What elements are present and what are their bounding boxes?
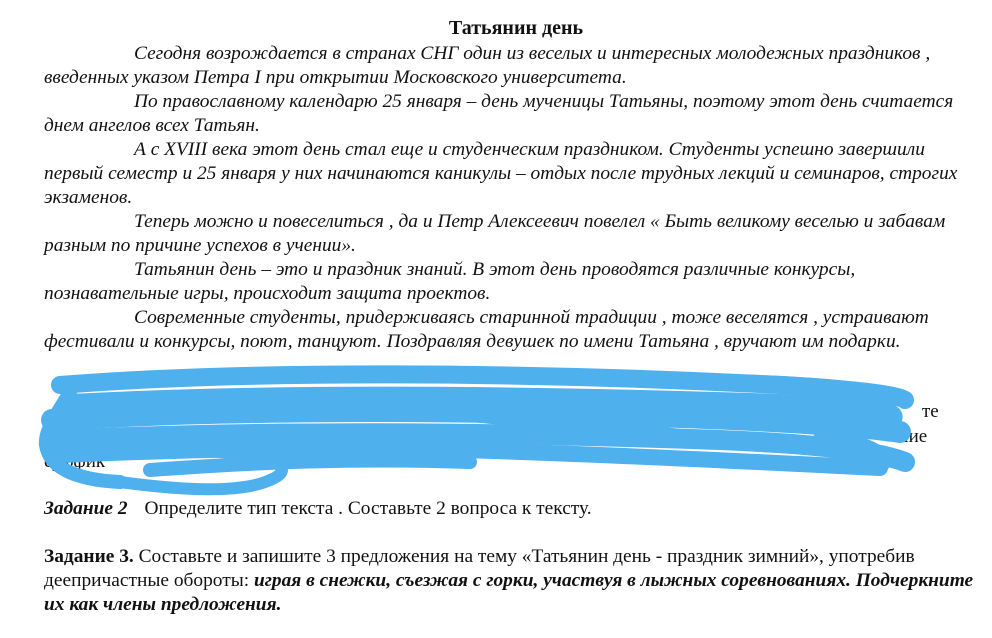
task-2-text: Определите тип текста . Составьте 2 вопроса к тексту. — [144, 498, 592, 519]
obscured-fragment: атность. — [300, 451, 367, 472]
paragraph-2: По православному календарю 25 января – день мученицы Татьяны, поэтому этот день считается днем ангелов всех Татьян. — [44, 91, 954, 136]
paragraph-6: Современные студенты, придерживаясь старинной традиции , тоже веселятся , устраивают фестивали и конкурсы, поют, танцуют. Поздравляя девушек по имени Татьяна , вручают им подарки. — [44, 307, 929, 352]
obscured-fragment: те — [922, 401, 939, 422]
paragraph-1: Сегодня возрождается в странах СНГ один из веселых и интересных молодежных праздников , введенных указом Петра I при открытии Московского университета. — [44, 43, 931, 88]
task-3-text: Составьте и запишите 3 предложения на тему «Татьянин день - праздник зимний», употребив деепричастные обороты: — [44, 546, 915, 591]
paragraph-3: А с XVIII века этот день стал еще и студенческим праздником. Студенты успешно завершили первый семестр и 25 января у них начинаются каникулы – отдых после трудных лекций и семинаров, строгих экзаменов. — [44, 139, 958, 208]
task-2-label: Задание 2 — [44, 498, 128, 519]
task-3 — [44, 545, 984, 617]
obscured-fragment: ень — [432, 425, 460, 446]
task-3-emphasis: играя в снежки, съезжая с горки, участвуя в лыжных соревнованиях. Подчеркните их как члены предложения. — [44, 570, 974, 615]
task-3-label: Задание 3. — [44, 546, 134, 567]
paragraph-5: Татьянин день – это и праздник знаний. В этот день проводятся различные конкурсы, познавательные игры, происходит защита проектов. — [44, 259, 856, 304]
obscured-fragment: ение — [890, 426, 928, 447]
document-title: Татьянин день — [448, 17, 584, 39]
task-2 — [44, 497, 984, 521]
paragraph-4: Теперь можно и повеселиться , да и Петр Алексеевич повелел « Быть великому веселью и забавам разным по причине успехов в учении». — [44, 211, 946, 256]
obscured-fragment: суффик — [44, 451, 106, 472]
